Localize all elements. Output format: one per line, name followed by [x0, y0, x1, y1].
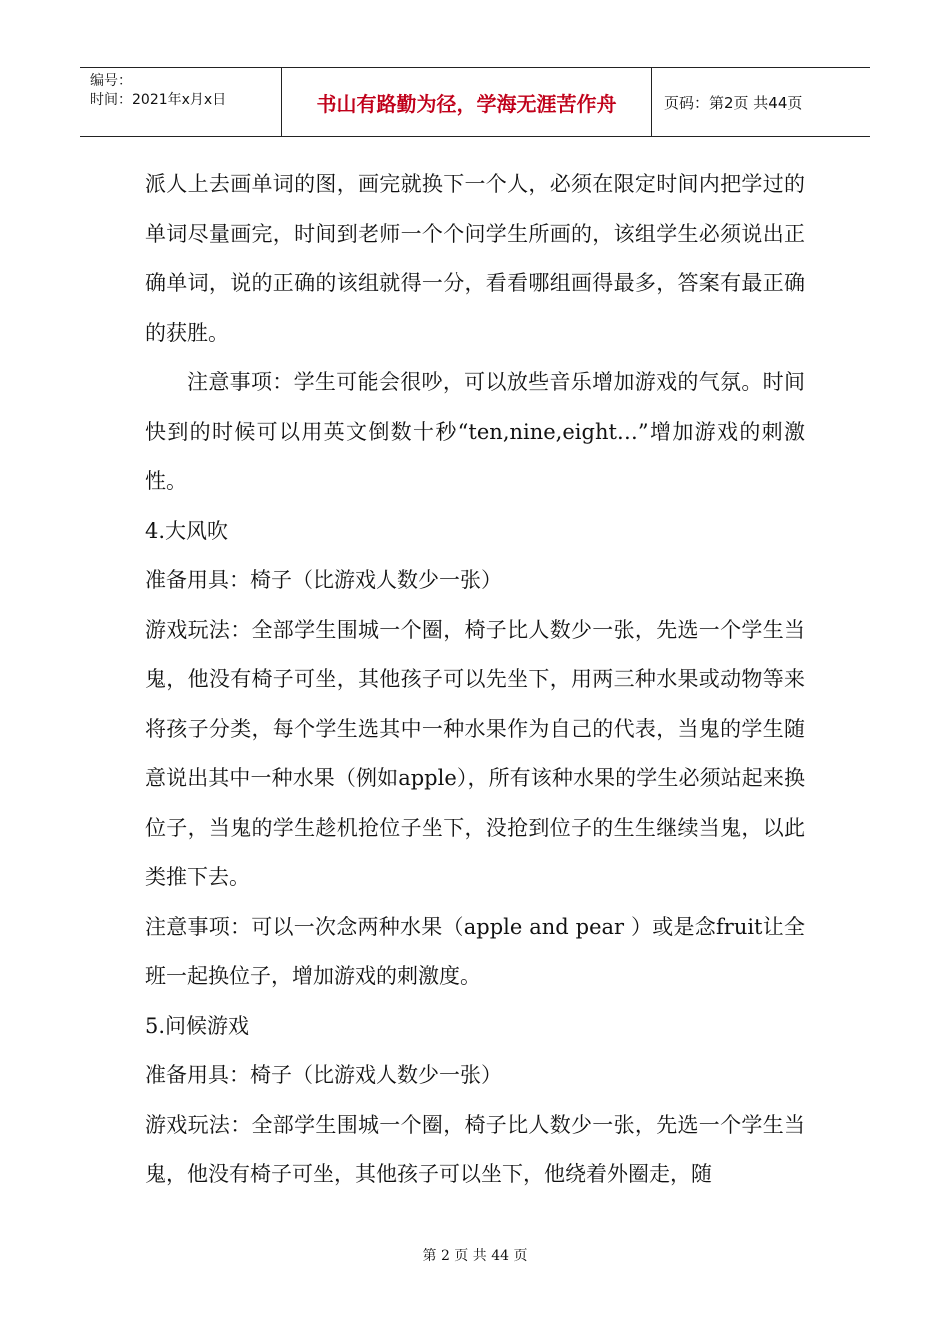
- header-page-info: 页码：第2页 共44页: [664, 93, 803, 112]
- page-footer: 第 2 页 共 44 页: [422, 1248, 528, 1264]
- header-motto-cell: [282, 68, 652, 136]
- section-heading: 5.问候游戏: [145, 1013, 250, 1038]
- paragraph: 准备用具：椅子（比游戏人数少一张）: [145, 568, 502, 592]
- header-meta: [80, 68, 282, 136]
- paragraph: 游戏玩法：全部学生围城一个圈，椅子比人数少一张，先选一个学生当鬼，他没有椅子可坐，其他孩子可以先坐下，用两三种水果或动物等来将孩子分类，每个学生选其中一种水果作为自己的代表，当鬼的学生随意说出其中一种水果（例如apple），所有该种水果的学生必须站起来换位子，当鬼的学生趁机抢位子坐下，没抢到位子的生生继续当鬼，以此类推下去。: [145, 617, 805, 889]
- section-heading: 4.大风吹: [145, 518, 229, 543]
- date-line: 时间：2021年x月x日: [90, 92, 227, 108]
- paragraph: 准备用具：椅子（比游戏人数少一张）: [145, 1063, 502, 1087]
- paragraph: 游戏玩法：全部学生围城一个圈，椅子比人数少一张，先选一个学生当鬼，他没有椅子可坐，其他孩子可以坐下，他绕着外圈走，随: [145, 1112, 805, 1186]
- code-label: 编号：: [90, 73, 132, 89]
- paragraph: 派人上去画单词的图，画完就换下一个人，必须在限定时间内把学过的单词尽量画完，时间到老师一个个问学生所画的，该组学生必须说出正确单词，说的正确的该组就得一分，看看哪组画得最多，答案有最正确的获胜。: [145, 172, 805, 345]
- paragraph: 注意事项：可以一次念两种水果（apple and pear ）或是念fruit让全班一起换位子，增加游戏的刺激度。: [145, 914, 805, 988]
- paragraph: 注意事项：学生可能会很吵，可以放些音乐增加游戏的气氛。时间快到的时候可以用英文倒数十秒“ten,nine,eight…”增加游戏的刺激性。: [145, 370, 805, 493]
- document-body: [145, 160, 805, 1200]
- page-header: [80, 67, 870, 137]
- header-motto: 书山有路勤为径，学海无涯苦作舟: [316, 91, 617, 116]
